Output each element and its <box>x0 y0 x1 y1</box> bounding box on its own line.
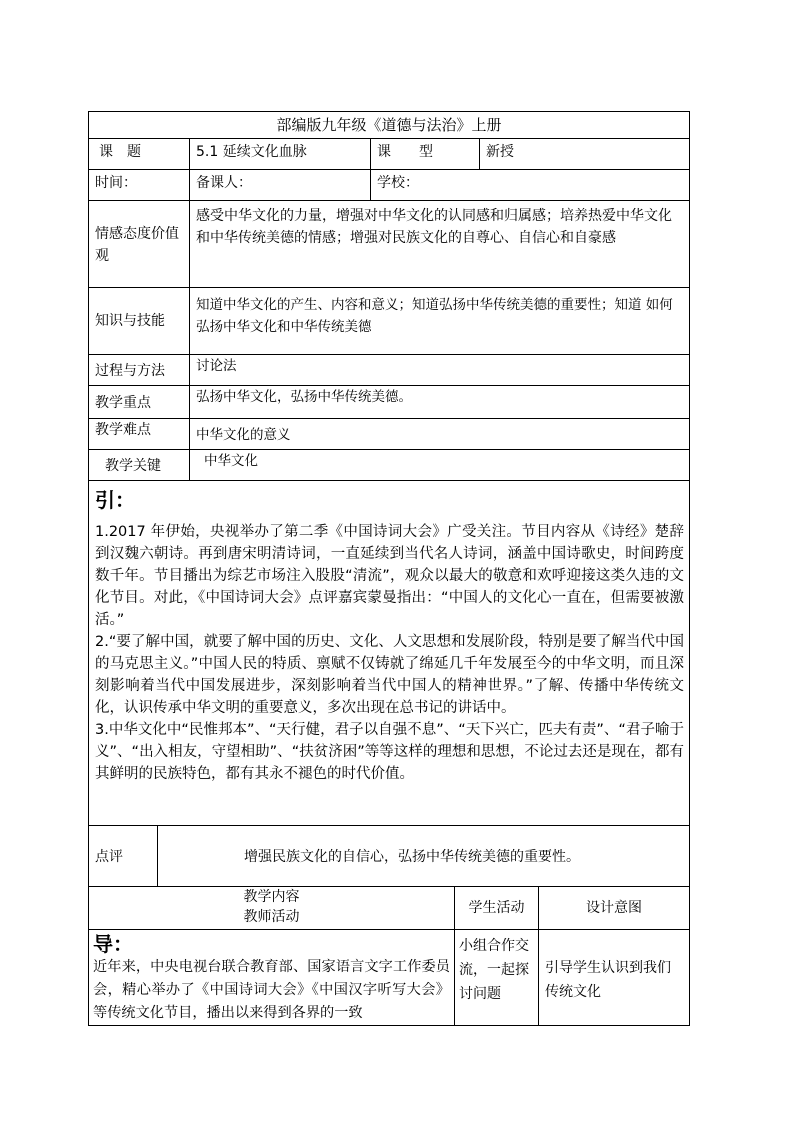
goal-difficulty-text: 中华文化的意义 <box>196 427 291 443</box>
course-value-cell <box>189 138 371 170</box>
school-label-cell <box>370 169 690 201</box>
time-label-cell <box>88 169 190 201</box>
goal-emotion-label-cell <box>88 200 190 288</box>
goal-keypoint-label-cell <box>88 385 190 419</box>
guide-design-intent: 引导学生认识到我们传统文化 <box>545 960 671 1000</box>
goal-difficulty-text-cell <box>189 418 690 450</box>
intro-paragraph-1: 1.2017 年伊始，央视举办了第二季《中国诗词大会》广受关注。节目内容从《诗经》楚辞到汉魏六朝诗。再到唐宋明清诗词，一直延续到当代名人诗词，涵盖中国诗歌史，时间跨度数千年。节目播出为综艺市场注入股股“清流”，观众以最大的敬意和欢呼迎接这类久违的文化节目。对此，《中国诗词大会》点评嘉宾蒙曼指出：“中国人的文化心一直在，但需要被激活。” <box>95 524 684 628</box>
goal-knowledge-label: 知识与技能 <box>95 313 165 329</box>
comment-text-cell <box>157 825 690 887</box>
goal-key-label-cell <box>88 449 190 481</box>
guide-text: 近年来，中央电视台联合教育部、国家语言文字工作委员会，精心举办了《中国诗词大会》《中国汉字听写大会》等传统文化节目，播出以来得到各界的一致 <box>93 959 450 1021</box>
intro-paragraph-2: 2.“要了解中国，就要了解中国的历史、文化、人文思想和发展阶段，特别是要了解当代中国的马克思主义。”中国人民的特质、禀赋不仅铸就了绵延几千年发展至今的中华文明，而且深刻影响着当代中国发展进步，深刻影响着当代中国人的精神世界。”了解、传播中华传统文化，认识传承中华文明的重要意义，多次出现在总书记的讲话中。 <box>95 634 684 716</box>
goal-knowledge-text-cell <box>189 287 690 355</box>
goal-difficulty-label: 教学难点 <box>95 422 151 438</box>
goal-emotion-label: 情感态度价值观 <box>95 226 179 264</box>
goal-knowledge-text: 知道中华文化的产生、内容和意义；知道弘扬中华传统美德的重要性；知道 如何弘扬中华文化和中华传统美德 <box>196 297 673 335</box>
course-label-cell <box>88 138 190 170</box>
goal-keypoint-text: 弘扬中华文化，弘扬中华传统美德。 <box>196 389 412 405</box>
goal-emotion-text-cell <box>189 200 690 288</box>
course-label: 课 题 <box>99 144 141 160</box>
guide-design-cell <box>538 929 690 1026</box>
guide-student-cell <box>454 929 539 1026</box>
type-label: 课 型 <box>377 144 433 160</box>
guide-student-activity: 小组合作交流，一起探讨问题 <box>459 938 529 1002</box>
design-intent-header-cell <box>538 886 690 930</box>
student-activity-header: 学生活动 <box>468 900 525 916</box>
guide-content-cell <box>88 929 455 1026</box>
intro-paragraph-3: 3.中华文化中“民惟邦本”、“天行健，君子以自强不息”、“天下兴亡，匹夫有责”、“君子喻于义”、“出入相友，守望相助”、“扶贫济困”等等这样的理想和思想，不论过去还是现在，都有其鲜明的民族特色，都有其永不褪色的时代价值。 <box>95 722 684 782</box>
goal-key-text-cell <box>189 449 690 481</box>
type-label-cell <box>370 138 480 170</box>
intro-section <box>88 480 690 826</box>
goal-keypoint-text-cell <box>189 385 690 419</box>
school-label: 学校： <box>377 175 419 191</box>
goal-keypoint-label: 教学重点 <box>95 395 151 411</box>
goal-knowledge-label-cell <box>88 287 190 355</box>
comment-label-cell <box>88 825 158 887</box>
content-header-label: 教学内容 <box>243 889 300 905</box>
preparer-label: 备课人： <box>196 175 252 191</box>
guide-heading: 导： <box>93 932 133 956</box>
preparer-label-cell <box>189 169 371 201</box>
type-value-cell <box>479 138 690 170</box>
course-value: 5.1 延续文化血脉 <box>196 144 307 160</box>
comment-label: 点评 <box>95 849 123 865</box>
time-label: 时间： <box>95 175 137 191</box>
goal-process-text-cell <box>189 354 690 386</box>
content-header-cell <box>88 886 455 930</box>
comment-text: 增强民族文化的自信心，弘扬中华传统美德的重要性。 <box>244 849 580 865</box>
design-intent-header: 设计意图 <box>586 900 642 916</box>
goal-emotion-text: 感受中华文化的力量，增强对中华文化的认同感和归属感；培养热爱中华文化和中华传统美德的情感；增强对民族文化的自尊心、自信心和自豪感 <box>196 208 672 246</box>
document-title <box>88 111 690 139</box>
intro-heading: 引： <box>95 488 135 512</box>
teacher-activity-label: 教师活动 <box>243 909 300 925</box>
student-activity-header-cell <box>454 886 539 930</box>
goal-process-text: 讨论法 <box>196 358 237 374</box>
goal-difficulty-label-cell <box>88 418 190 450</box>
goal-key-label: 教学关键 <box>105 458 161 474</box>
document-title-text: 部编版九年级《道德与法治》上册 <box>276 116 502 134</box>
goal-process-label: 过程与方法 <box>95 363 165 379</box>
goal-process-label-cell <box>88 354 190 386</box>
type-value: 新授 <box>486 144 514 160</box>
goal-key-text: 中华文化 <box>204 453 258 469</box>
